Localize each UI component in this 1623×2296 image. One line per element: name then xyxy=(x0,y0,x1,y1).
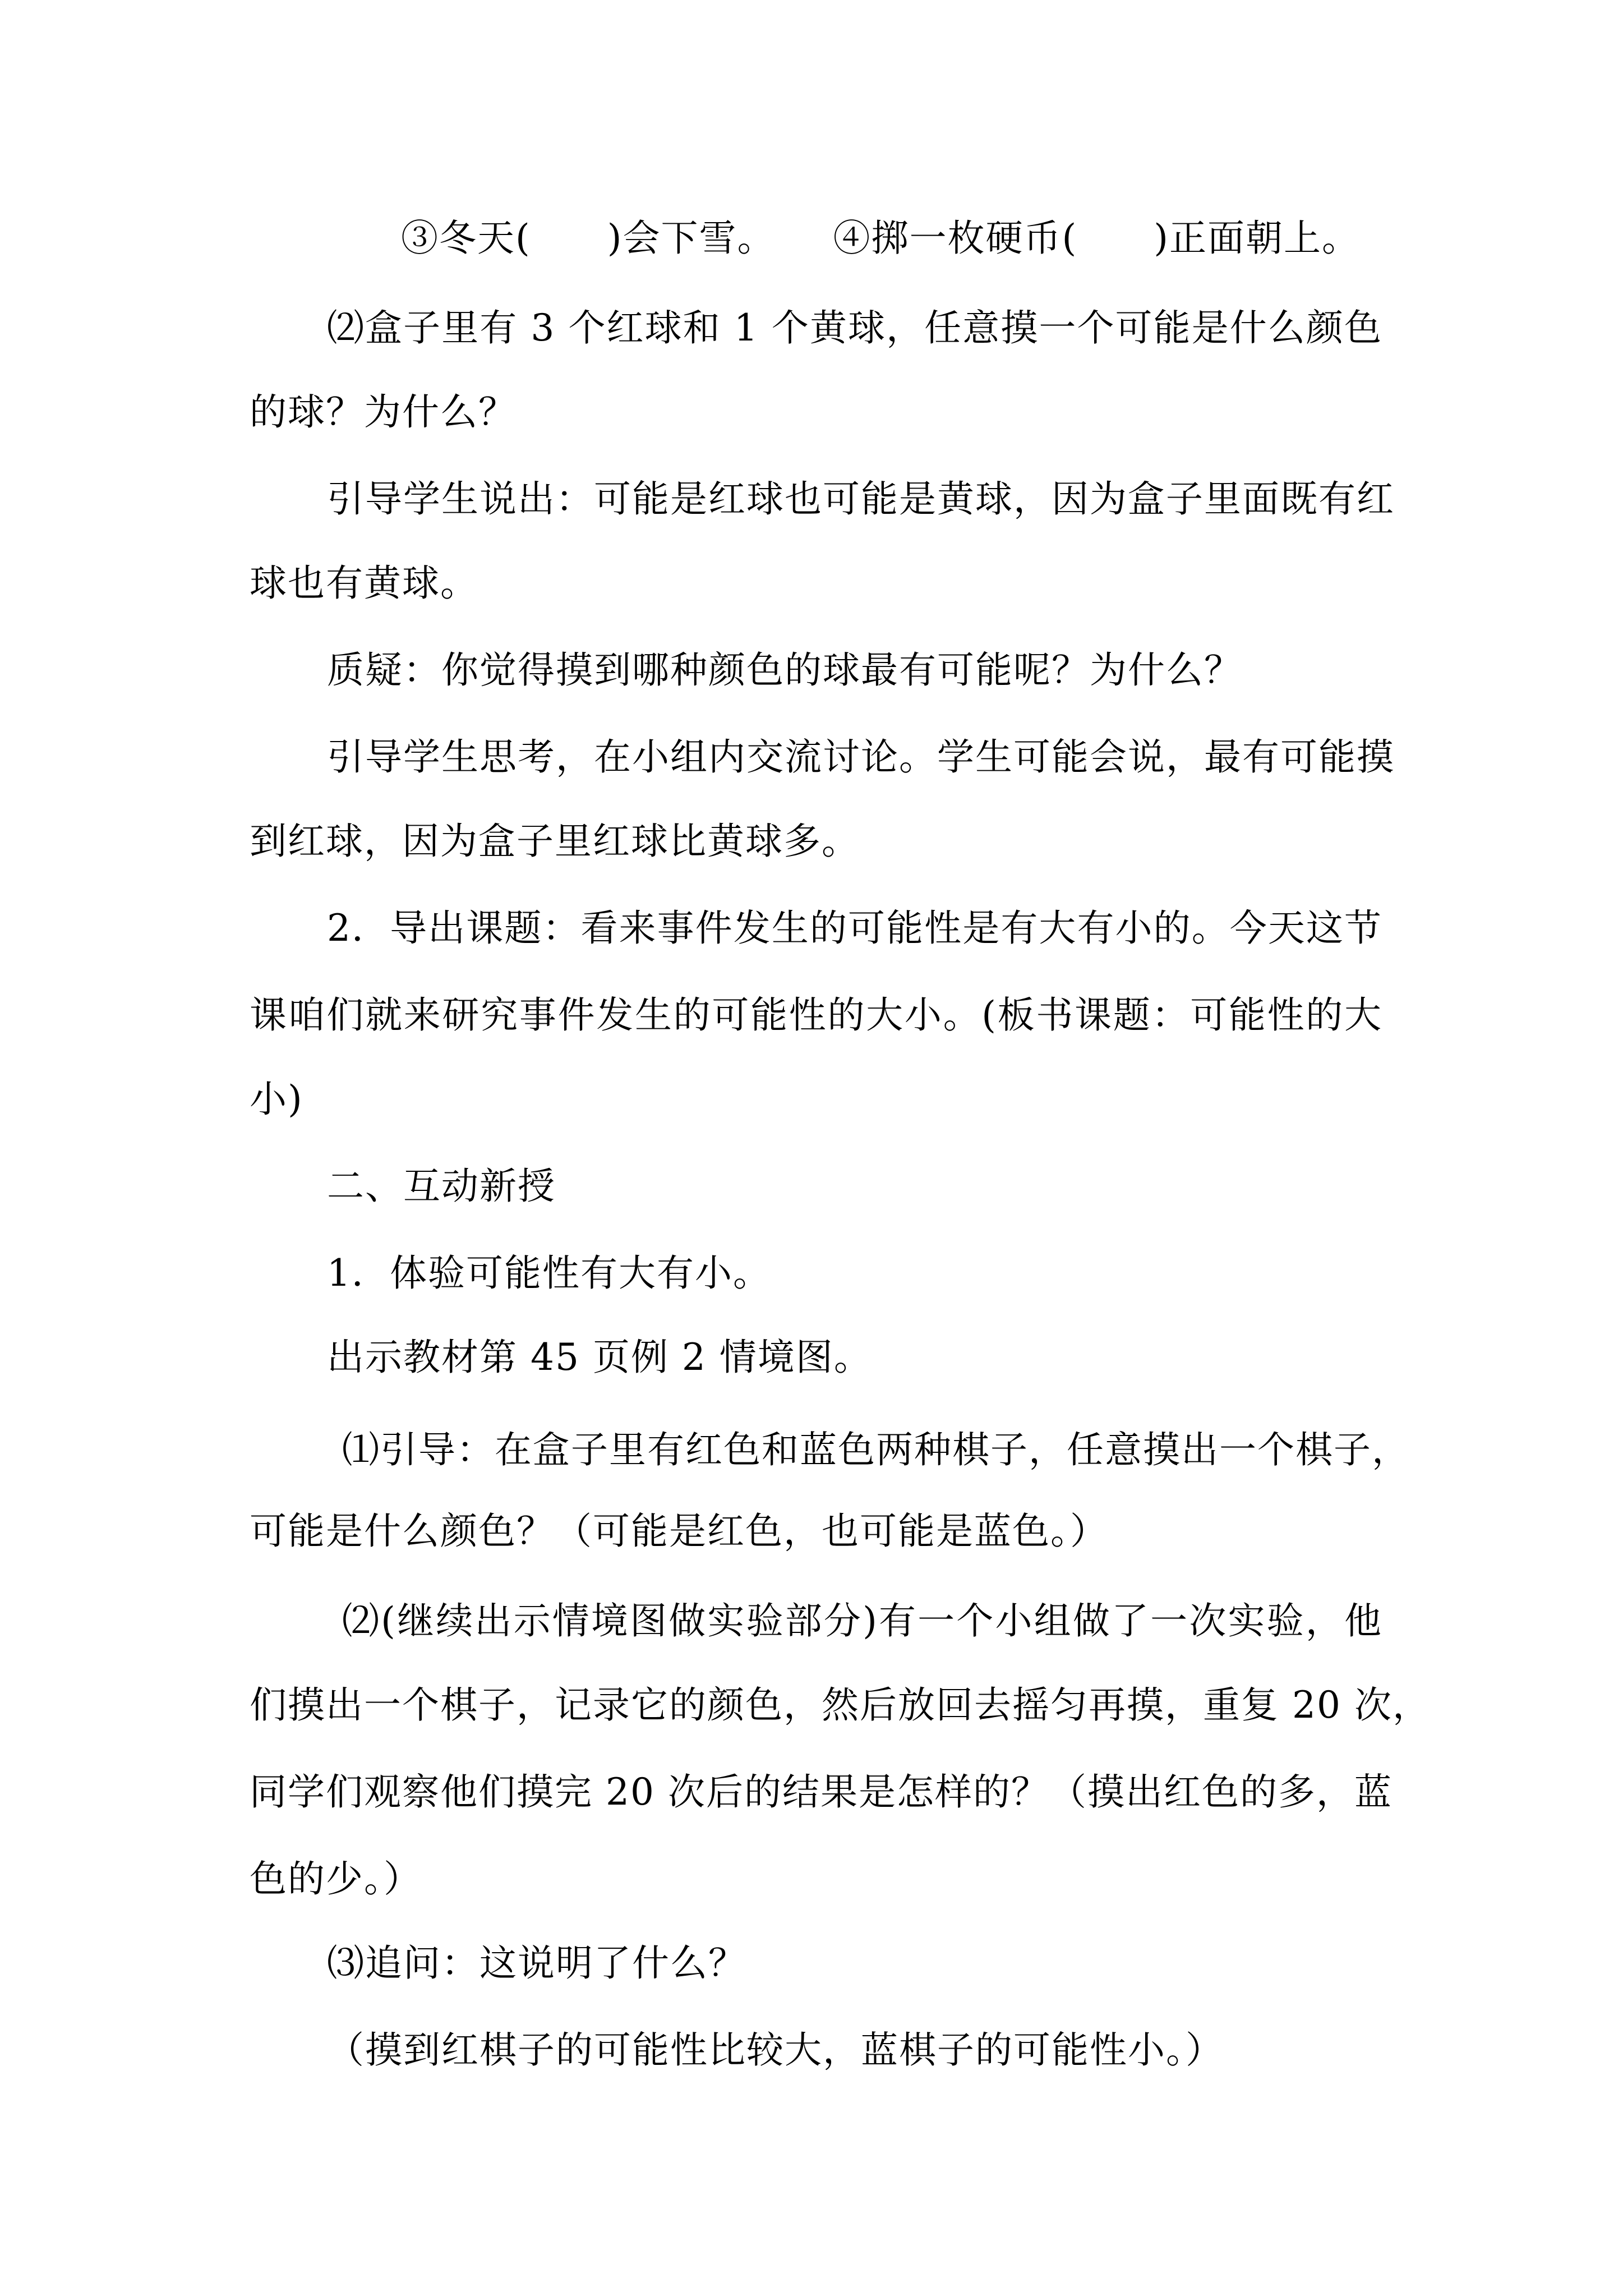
step-2-line-4: 色的少。） xyxy=(250,1857,422,1901)
question-2-line-1: ⑵盒子里有 3 个红球和 1 个黄球，任意摸一个可能是什么颜色 xyxy=(327,306,1382,349)
topic-intro-line-1: 2．导出课题：看来事件发生的可能性是有大有小的。今天这节 xyxy=(327,907,1382,950)
guide-answer-line-1: 引导学生说出：可能是红球也可能是黄球，因为盒子里面既有红 xyxy=(327,477,1395,521)
subsection-heading: 1．体验可能性有大有小。 xyxy=(327,1251,771,1295)
question-2-line-2: 的球？为什么？ xyxy=(250,390,517,434)
section-heading: 二、互动新授 xyxy=(327,1165,556,1208)
guide-thinking-line-1: 引导学生思考，在小组内交流讨论。学生可能会说，最有可能摸 xyxy=(327,735,1395,779)
topic-intro-line-3: 小) xyxy=(250,1078,303,1121)
step-2-line-2: 们摸出一个棋子，记录它的颜色，然后放回去摇匀再摸，重复 20 次， xyxy=(250,1683,1431,1727)
textbook-reference-line: 出示教材第 45 页例 2 情境图。 xyxy=(327,1336,872,1379)
step-3-line-1: ⑶追问：这说明了什么？ xyxy=(327,1941,746,1985)
step-3-answer-line: （摸到红棋子的可能性比较大，蓝棋子的可能性小。） xyxy=(327,2028,1224,2072)
step-1-line-1: ⑴引导：在盒子里有红色和蓝色两种棋子，任意摸出一个棋子， xyxy=(342,1428,1410,1471)
guide-answer-line-2: 球也有黄球。 xyxy=(250,562,478,605)
exercise-options-line: ③冬天( )会下雪。 ④掷一枚硬币( )正面朝上。 xyxy=(401,217,1360,260)
topic-intro-line-2: 课咱们就来研究事件发生的可能性的大小。(板书课题：可能性的大 xyxy=(250,993,1382,1037)
step-2-line-3: 同学们观察他们摸完 20 次后的结果是怎样的？（摸出红色的多，蓝 xyxy=(250,1770,1393,1814)
question-doubt-line: 质疑：你觉得摸到哪种颜色的球最有可能呢？为什么？ xyxy=(327,648,1242,692)
guide-thinking-line-2: 到红球，因为盒子里红球比黄球多。 xyxy=(250,820,860,863)
step-1-line-2: 可能是什么颜色？（可能是红色，也可能是蓝色。） xyxy=(250,1510,1108,1553)
step-2-line-1: ⑵(继续出示情境图做实验部分)有一个小组做了一次实验，他 xyxy=(342,1599,1382,1642)
